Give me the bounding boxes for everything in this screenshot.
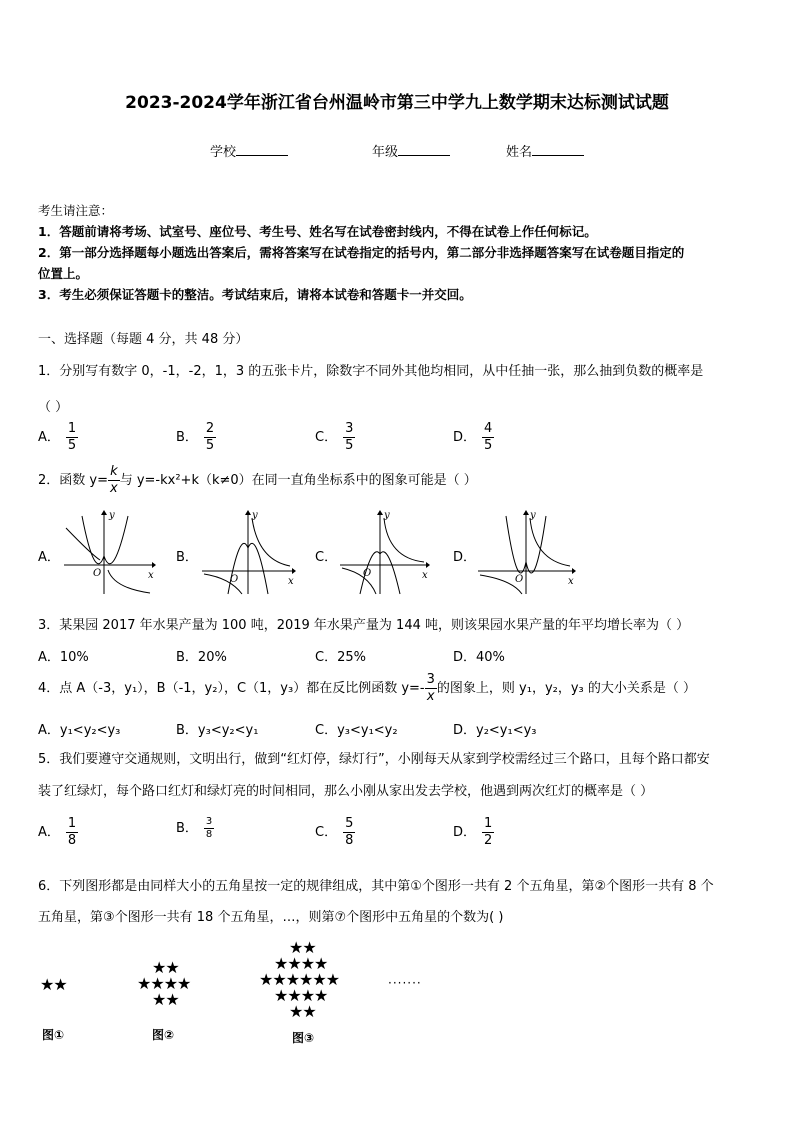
- q5-option-d[interactable]: [453, 816, 494, 849]
- q2-option-c-label[interactable]: C．: [315, 550, 338, 565]
- q5-option-b[interactable]: [176, 816, 214, 841]
- star-icon: ★: [177, 974, 191, 993]
- denominator: 5: [345, 438, 354, 453]
- origin-label: O: [515, 574, 524, 585]
- numerator: 2: [205, 421, 215, 436]
- q4-text: [38, 672, 696, 705]
- numerator: 1: [484, 816, 493, 831]
- school-label: 学校: [210, 145, 237, 160]
- q1-option-b[interactable]: [176, 421, 216, 454]
- page-title: 2023-2024学年浙江省台州温岭市第三中学九上数学期末达标测试试题: [125, 93, 669, 113]
- star-icon: ★: [150, 974, 164, 993]
- axis-x-label: x: [568, 576, 574, 587]
- star-icon: ★: [289, 1002, 303, 1021]
- q5-option-c[interactable]: [315, 816, 355, 849]
- q2-prefix: 2．函数 y=: [38, 473, 108, 488]
- star-row: [152, 960, 179, 975]
- q5-text-line1: 5．我们要遵守交通规则，文明出行，做到“红灯停，绿灯行”，小刚每天从家到学校需经过三个路口，且每个路口都安: [38, 752, 710, 767]
- q1-text: 1．分别写有数字 0，-1，-2，1，3 的五张卡片，除数字不同外其他均相同，从中任抽一张，那么抽到负数的概率是: [38, 364, 704, 379]
- numerator: 1: [67, 421, 77, 436]
- star-icon: ★: [325, 970, 340, 989]
- name-blank[interactable]: [532, 143, 584, 156]
- axis-y-label: y: [530, 510, 536, 521]
- star-icon: ★: [165, 990, 179, 1009]
- fraction: [204, 816, 214, 841]
- axis-y-label: y: [252, 510, 258, 521]
- axis-x-label: x: [422, 570, 428, 581]
- fraction: [204, 421, 216, 454]
- star-row: [40, 977, 67, 992]
- denominator: x: [425, 688, 437, 705]
- denominator: 5: [67, 438, 77, 453]
- figure-2-label: 图②: [152, 1028, 175, 1042]
- q4-option-c[interactable]: C．y₃<y₁<y₂: [315, 723, 398, 738]
- school-blank[interactable]: [236, 143, 288, 156]
- denominator: 8: [205, 829, 213, 840]
- origin-label: O: [230, 574, 239, 585]
- school-field[interactable]: [210, 141, 288, 160]
- star-icon: ★: [285, 970, 300, 989]
- q1-option-d[interactable]: [453, 421, 494, 454]
- q5-option-a[interactable]: [38, 816, 78, 849]
- q1-paren: （ ）: [38, 400, 69, 415]
- q3-text: 3．某果园 2017 年水果产量为 100 吨，2019 年水果产量为 144 吨，则该果园水果产量的年平均增长率为（ ）: [38, 618, 690, 633]
- option-label: B．: [176, 430, 198, 445]
- q4-option-b[interactable]: B．y₃<y₂<y₁: [176, 723, 259, 738]
- denominator: x: [110, 481, 118, 496]
- star-icon: ★: [137, 974, 151, 993]
- q1-option-c[interactable]: [315, 421, 355, 454]
- fraction: [343, 421, 355, 454]
- q5-text-line2: 装了红绿灯，每个路口红灯和绿灯亮的时间相同，那么小刚从家出发去学校，他遇到两次红灯的概率是（ ）: [38, 784, 654, 799]
- origin-label: O: [93, 568, 102, 579]
- figure-1-label: 图①: [42, 1028, 65, 1042]
- star-icon: ★: [314, 986, 328, 1005]
- star-icon: ★: [272, 970, 286, 989]
- name-label: 姓名: [506, 145, 533, 160]
- fraction: [66, 421, 78, 454]
- note-item: 位置上。: [38, 266, 89, 281]
- name-field[interactable]: [506, 141, 584, 160]
- star-row: [259, 972, 339, 987]
- star-icon: ★: [314, 954, 328, 973]
- option-label: C．: [315, 825, 338, 840]
- option-label: D．: [453, 430, 477, 445]
- q2-option-b-label[interactable]: B．: [176, 550, 198, 565]
- axis-y-label: y: [109, 510, 115, 521]
- q3-option-b[interactable]: B．20%: [176, 650, 227, 665]
- q3-option-a[interactable]: A．10%: [38, 650, 89, 665]
- star-icon: ★: [165, 958, 179, 977]
- grade-label: 年级: [372, 145, 399, 160]
- star-icon: ★: [287, 986, 301, 1005]
- q2-option-a-label[interactable]: A．: [38, 550, 60, 565]
- section-heading: 一、选择题（每题 4 分，共 48 分）: [38, 332, 249, 347]
- star-row: [289, 1004, 316, 1019]
- ellipsis: ·······: [388, 976, 422, 990]
- star-icon: ★: [40, 975, 54, 994]
- q2-graph-a[interactable]: [62, 508, 156, 596]
- note-item: 3．考生必须保证答题卡的整洁。考试结束后，请将本试卷和答题卡一并交回。: [38, 287, 472, 302]
- star-icon: ★: [312, 970, 326, 989]
- axis-x-label: x: [288, 576, 294, 587]
- star-row: [274, 956, 327, 971]
- star-icon: ★: [302, 938, 316, 957]
- option-label: A．: [38, 825, 60, 840]
- q3-option-c[interactable]: C．25%: [315, 650, 366, 665]
- axis-x-label: x: [148, 570, 154, 581]
- figure-3-label: 图③: [292, 1031, 315, 1045]
- numerator: 3: [345, 421, 354, 436]
- axis-y-label: y: [384, 510, 390, 521]
- note-item: 2．第一部分选择题每小题选出答案后，需将答案写在试卷指定的括号内，第二部分非选择题答案写在试卷题目指定的: [38, 245, 685, 260]
- note-item: 1．答题前请将考场、试室号、座位号、考生号、姓名写在试卷密封线内，不得在试卷上作任何标记。: [38, 224, 597, 239]
- star-row: [137, 976, 190, 991]
- option-label: D．: [453, 825, 477, 840]
- option-label: B．: [176, 821, 198, 836]
- fraction: [108, 464, 120, 497]
- q6-text-line2: 五角星，第③个图形一共有 18 个五角星，…，则第⑦个图形中五角星的个数为( ): [38, 910, 504, 925]
- fraction: [482, 421, 494, 454]
- q2-graph-c[interactable]: [338, 508, 430, 596]
- star-row: [152, 992, 179, 1007]
- star-icon: ★: [289, 938, 303, 957]
- fraction: [66, 816, 78, 849]
- numerator: 5: [345, 816, 354, 831]
- q4-suffix: 的图象上，则 y₁，y₂，y₃ 的大小关系是（ ）: [436, 681, 697, 696]
- denominator: 8: [345, 833, 354, 848]
- numerator: k: [110, 464, 118, 479]
- denominator: 8: [67, 833, 77, 848]
- star-icon: ★: [302, 1002, 316, 1021]
- fraction: [482, 816, 494, 849]
- numerator: 3: [426, 672, 435, 687]
- star-icon: ★: [152, 958, 166, 977]
- q4-prefix: 4．点 A（-3，y₁），B（-1，y₂），C（1，y₃）都在反比例函数 y=-: [38, 681, 425, 696]
- q2-graph-b[interactable]: [200, 508, 296, 596]
- star-icon: ★: [53, 975, 67, 994]
- origin-label: O: [363, 568, 372, 579]
- numerator: 4: [484, 421, 493, 436]
- numerator: 1: [67, 816, 77, 831]
- numerator: 3: [205, 816, 213, 827]
- q6-text-line1: 6．下列图形都是由同样大小的五角星按一定的规律组成，其中第①个图形一共有 2 个五角星，第②个图形一共有 8 个: [38, 879, 714, 894]
- grade-field[interactable]: [372, 141, 450, 160]
- q4-option-a[interactable]: A．y₁<y₂<y₃: [38, 723, 121, 738]
- star-row: [289, 940, 316, 955]
- star-icon: ★: [300, 954, 315, 973]
- star-icon: ★: [274, 954, 288, 973]
- star-icon: ★: [287, 954, 301, 973]
- denominator: 5: [205, 438, 215, 453]
- star-icon: ★: [300, 986, 315, 1005]
- star-icon: ★: [152, 990, 166, 1009]
- star-icon: ★: [299, 970, 313, 989]
- notes-heading: 考生请注意：: [38, 203, 114, 218]
- grade-blank[interactable]: [398, 143, 450, 156]
- q2-graph-d[interactable]: [476, 508, 576, 596]
- notes-block: [38, 200, 684, 305]
- star-icon: ★: [274, 986, 288, 1005]
- option-label: A．: [38, 430, 60, 445]
- denominator: 5: [484, 438, 493, 453]
- star-icon: ★: [259, 970, 273, 989]
- star-icon: ★: [163, 974, 178, 993]
- q2-suffix: 与 y=-kx²+k（k≠0）在同一直角坐标系中的图象可能是（ ）: [119, 473, 477, 488]
- q2-option-d-label[interactable]: D．: [453, 550, 477, 565]
- q1-option-a[interactable]: [38, 421, 78, 454]
- q2-text: [38, 464, 477, 497]
- option-label: C．: [315, 430, 338, 445]
- fraction: [425, 672, 437, 705]
- denominator: 2: [484, 833, 493, 848]
- fraction: [343, 816, 355, 849]
- q4-option-d[interactable]: D．y₂<y₁<y₃: [453, 723, 537, 738]
- q3-option-d[interactable]: D．40%: [453, 650, 505, 665]
- star-row: [274, 988, 327, 1003]
